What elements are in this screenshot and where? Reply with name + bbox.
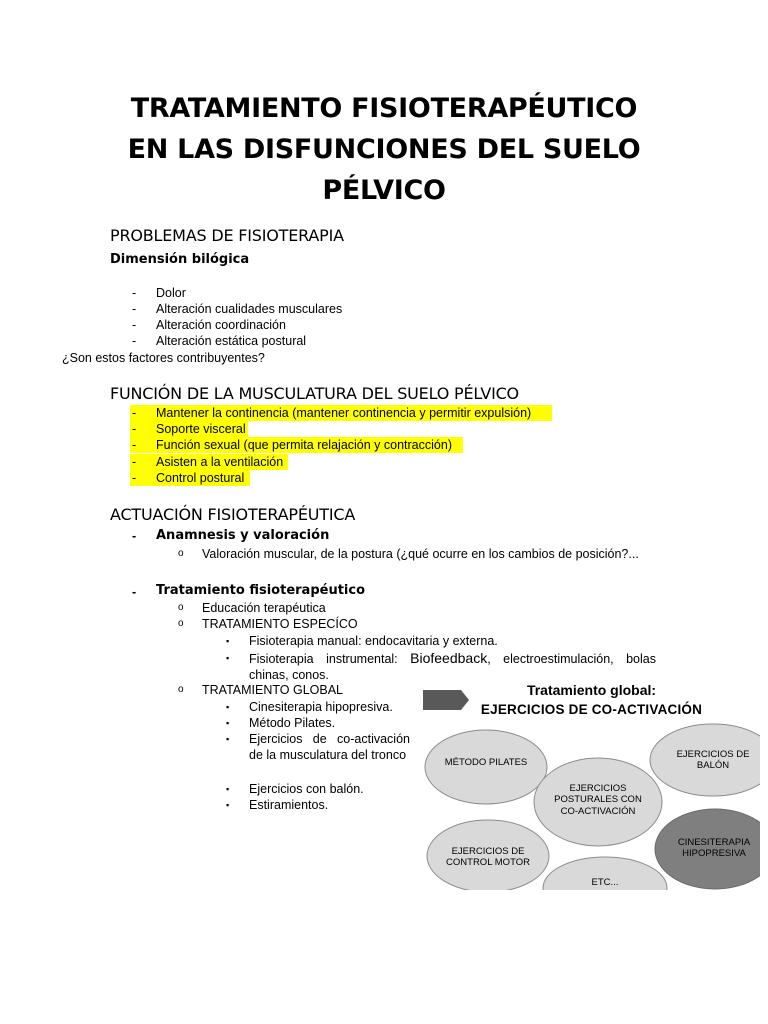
circle-bullet: o: [178, 548, 184, 559]
infographic-title: Tratamiento global:: [526, 682, 657, 698]
problemas-subheading: Dimensión bilógica: [110, 252, 250, 267]
funcion-heading: FUNCIÓN DE LA MUSCULATURA DEL SUELO PÉLVICO: [110, 384, 519, 403]
dash-bullet: -: [132, 529, 137, 543]
dash-bullet: -: [132, 438, 137, 452]
oval-label: EJERCICIOS DE BALÓN: [676, 748, 750, 771]
page-title-line-3: PÉLVICO: [322, 175, 446, 206]
dash-bullet: -: [132, 406, 137, 420]
dash-bullet: -: [132, 302, 137, 316]
oval-label: ETC...: [591, 877, 619, 889]
oval-label: EJERCICIOS POSTURALES CON CO-ACTIVACIÓN: [554, 782, 642, 817]
dash-bullet: -: [132, 471, 137, 485]
anamnesis-label: Anamnesis y valoración: [156, 528, 330, 543]
actuacion-heading: ACTUACIÓN FISIOTERAPÉUTICA: [110, 505, 356, 524]
square-bullet: ▪: [226, 653, 230, 663]
square-bullet: ▪: [226, 734, 230, 744]
square-bullet: ▪: [226, 784, 230, 794]
oval-label: MÉTODO PILATES: [444, 757, 528, 769]
tratamiento-label: Tratamiento fisioterapéutico: [156, 583, 366, 598]
page-title-line-2: EN LAS DISFUNCIONES DEL SUELO: [127, 134, 641, 165]
square-bullet: ▪: [226, 702, 230, 712]
dash-bullet: -: [132, 318, 137, 332]
problemas-question: ¿Son estos factores contribuyentes?: [62, 351, 265, 365]
page-title: [100, 88, 668, 211]
square-bullet: ▪: [226, 800, 230, 810]
page-title-line-1: TRATAMIENTO FISIOTERAPÉUTICO: [130, 93, 638, 124]
square-bullet: ▪: [226, 718, 230, 728]
instrumental-text: Fisioterapia instrumental: Biofeedback, electroestimulación, bolas chinas, conos.: [249, 650, 656, 682]
dash-bullet: -: [132, 455, 137, 469]
circle-bullet: o: [178, 618, 184, 629]
oval-label: EJERCICIOS DE CONTROL MOTOR: [446, 845, 530, 868]
circle-bullet: o: [178, 602, 184, 613]
infographic-subtitle: EJERCICIOS DE CO-ACTIVACIÓN: [480, 702, 703, 717]
biofeedback-term: Biofeedback: [410, 650, 488, 666]
dash-bullet: -: [132, 334, 137, 348]
problemas-heading: PROBLEMAS DE FISIOTERAPIA: [110, 226, 344, 245]
circle-bullet: o: [178, 684, 184, 695]
dash-bullet: -: [132, 585, 137, 599]
oval-label: CINESITERAPIA HIPOPRESIVA: [677, 836, 751, 859]
dash-bullet: -: [132, 422, 137, 436]
square-bullet: ▪: [226, 636, 230, 646]
dash-bullet: -: [132, 286, 137, 300]
global-coactivacion-text: Ejercicios de co-activación de la musculatura del tronco: [249, 732, 410, 762]
